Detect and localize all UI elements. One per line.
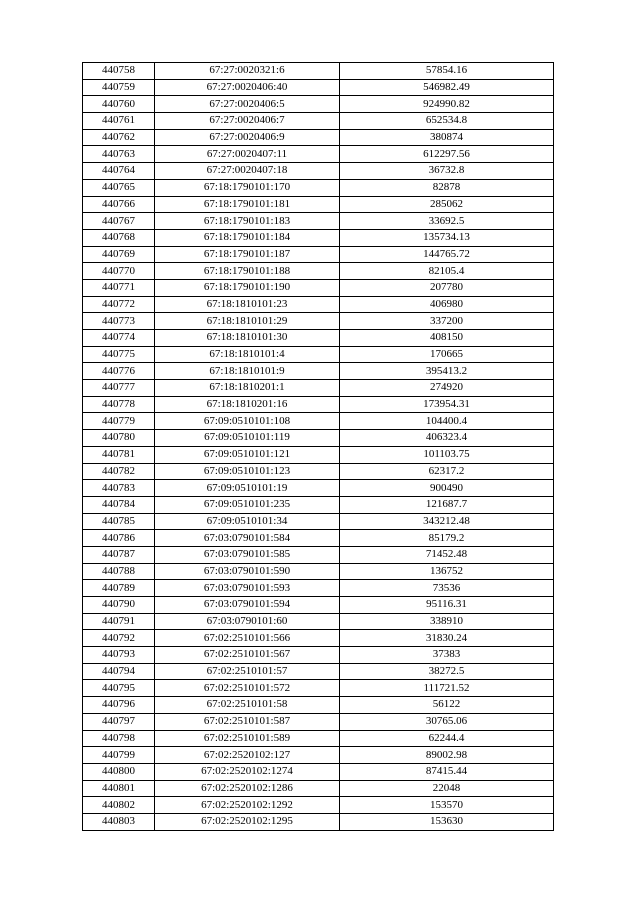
- table-row: [83, 79, 554, 96]
- value-cell: 135734.13: [340, 229, 554, 246]
- row-number-cell: 440794: [83, 663, 155, 680]
- row-number-cell: 440795: [83, 680, 155, 697]
- value-cell: 31830.24: [340, 630, 554, 647]
- value-cell: 57854.16: [340, 63, 554, 80]
- row-number-cell: 440789: [83, 580, 155, 597]
- value-cell: 38272.5: [340, 663, 554, 680]
- value-cell: 173954.31: [340, 396, 554, 413]
- cadastral-number-cell: 67:18:1810101:4: [155, 346, 340, 363]
- table-row: [83, 163, 554, 180]
- row-number-cell: 440779: [83, 413, 155, 430]
- value-cell: 37383: [340, 647, 554, 664]
- cadastral-number-cell: 67:02:2520102:1274: [155, 763, 340, 780]
- row-number-cell: 440774: [83, 330, 155, 347]
- row-number-cell: 440797: [83, 713, 155, 730]
- value-cell: 924990.82: [340, 96, 554, 113]
- value-cell: 612297.56: [340, 146, 554, 163]
- cadastral-number-cell: 67:18:1790101:187: [155, 246, 340, 263]
- table-row: [83, 613, 554, 630]
- cadastral-number-cell: 67:03:0790101:590: [155, 563, 340, 580]
- table-row: [83, 146, 554, 163]
- value-cell: 337200: [340, 313, 554, 330]
- table-row: [83, 780, 554, 797]
- row-number-cell: 440786: [83, 530, 155, 547]
- cadastral-number-cell: 67:09:0510101:34: [155, 513, 340, 530]
- table-row: [83, 113, 554, 130]
- cadastral-number-cell: 67:18:1790101:181: [155, 196, 340, 213]
- table-row: [83, 713, 554, 730]
- cadastral-number-cell: 67:18:1810101:9: [155, 363, 340, 380]
- cadastral-number-cell: 67:09:0510101:123: [155, 463, 340, 480]
- table-row: [83, 763, 554, 780]
- cadastral-number-cell: 67:09:0510101:108: [155, 413, 340, 430]
- value-cell: 104400.4: [340, 413, 554, 430]
- value-cell: 56122: [340, 697, 554, 714]
- value-cell: 338910: [340, 613, 554, 630]
- row-number-cell: 440800: [83, 763, 155, 780]
- row-number-cell: 440799: [83, 747, 155, 764]
- cadastral-number-cell: 67:18:1790101:170: [155, 179, 340, 196]
- cadastral-number-cell: 67:27:0020321:6: [155, 63, 340, 80]
- cadastral-number-cell: 67:27:0020407:18: [155, 163, 340, 180]
- row-number-cell: 440793: [83, 647, 155, 664]
- table-row: [83, 413, 554, 430]
- cadastral-number-cell: 67:27:0020406:5: [155, 96, 340, 113]
- value-cell: 82878: [340, 179, 554, 196]
- value-cell: 62244.4: [340, 730, 554, 747]
- row-number-cell: 440769: [83, 246, 155, 263]
- row-number-cell: 440763: [83, 146, 155, 163]
- value-cell: 22048: [340, 780, 554, 797]
- value-cell: 101103.75: [340, 446, 554, 463]
- table-row: [83, 129, 554, 146]
- table-row: [83, 513, 554, 530]
- cadastral-number-cell: 67:03:0790101:584: [155, 530, 340, 547]
- row-number-cell: 440798: [83, 730, 155, 747]
- row-number-cell: 440761: [83, 113, 155, 130]
- value-cell: 153630: [340, 813, 554, 830]
- table-row: [83, 380, 554, 397]
- value-cell: 95116.31: [340, 597, 554, 614]
- row-number-cell: 440792: [83, 630, 155, 647]
- cadastral-number-cell: 67:18:1810101:29: [155, 313, 340, 330]
- table-row: [83, 813, 554, 830]
- table-row: [83, 563, 554, 580]
- table-row: [83, 313, 554, 330]
- cadastral-number-cell: 67:18:1790101:188: [155, 263, 340, 280]
- table-row: [83, 296, 554, 313]
- row-number-cell: 440783: [83, 480, 155, 497]
- value-cell: 89002.98: [340, 747, 554, 764]
- value-cell: 82105.4: [340, 263, 554, 280]
- cadastral-number-cell: 67:02:2510101:589: [155, 730, 340, 747]
- row-number-cell: 440788: [83, 563, 155, 580]
- table-row: [83, 797, 554, 814]
- value-cell: 380874: [340, 129, 554, 146]
- cadastral-number-cell: 67:02:2520102:1286: [155, 780, 340, 797]
- cadastral-number-cell: 67:18:1790101:184: [155, 229, 340, 246]
- row-number-cell: 440782: [83, 463, 155, 480]
- row-number-cell: 440785: [83, 513, 155, 530]
- cadastral-number-cell: 67:02:2510101:566: [155, 630, 340, 647]
- cadastral-number-cell: 67:09:0510101:119: [155, 430, 340, 447]
- row-number-cell: 440768: [83, 229, 155, 246]
- cadastral-number-cell: 67:03:0790101:585: [155, 546, 340, 563]
- value-cell: 546982.49: [340, 79, 554, 96]
- row-number-cell: 440778: [83, 396, 155, 413]
- table-body: [83, 63, 554, 831]
- value-cell: 395413.2: [340, 363, 554, 380]
- value-cell: 33692.5: [340, 213, 554, 230]
- table-row: [83, 279, 554, 296]
- table-row: [83, 730, 554, 747]
- value-cell: 71452.48: [340, 546, 554, 563]
- row-number-cell: 440803: [83, 813, 155, 830]
- value-cell: 408150: [340, 330, 554, 347]
- cadastral-value-table: [82, 62, 554, 831]
- table-row: [83, 697, 554, 714]
- value-cell: 207780: [340, 279, 554, 296]
- cadastral-number-cell: 67:27:0020406:40: [155, 79, 340, 96]
- value-cell: 900490: [340, 480, 554, 497]
- cadastral-number-cell: 67:03:0790101:60: [155, 613, 340, 630]
- cadastral-number-cell: 67:03:0790101:593: [155, 580, 340, 597]
- row-number-cell: 440760: [83, 96, 155, 113]
- table-row: [83, 663, 554, 680]
- value-cell: 406980: [340, 296, 554, 313]
- value-cell: 36732.8: [340, 163, 554, 180]
- table-row: [83, 747, 554, 764]
- value-cell: 170665: [340, 346, 554, 363]
- cadastral-number-cell: 67:02:2510101:567: [155, 647, 340, 664]
- value-cell: 85179.2: [340, 530, 554, 547]
- row-number-cell: 440777: [83, 380, 155, 397]
- cadastral-number-cell: 67:02:2510101:57: [155, 663, 340, 680]
- cadastral-number-cell: 67:27:0020406:9: [155, 129, 340, 146]
- value-cell: 121687.7: [340, 496, 554, 513]
- cadastral-number-cell: 67:18:1810201:16: [155, 396, 340, 413]
- value-cell: 111721.52: [340, 680, 554, 697]
- cadastral-number-cell: 67:02:2510101:58: [155, 697, 340, 714]
- row-number-cell: 440796: [83, 697, 155, 714]
- table-row: [83, 229, 554, 246]
- row-number-cell: 440758: [83, 63, 155, 80]
- cadastral-number-cell: 67:18:1810201:1: [155, 380, 340, 397]
- table-row: [83, 430, 554, 447]
- row-number-cell: 440764: [83, 163, 155, 180]
- value-cell: 285062: [340, 196, 554, 213]
- table-row: [83, 480, 554, 497]
- row-number-cell: 440762: [83, 129, 155, 146]
- cadastral-number-cell: 67:18:1810101:23: [155, 296, 340, 313]
- row-number-cell: 440771: [83, 279, 155, 296]
- row-number-cell: 440781: [83, 446, 155, 463]
- table-row: [83, 196, 554, 213]
- cadastral-number-cell: 67:27:0020407:11: [155, 146, 340, 163]
- table-row: [83, 363, 554, 380]
- table-row: [83, 330, 554, 347]
- table-row: [83, 179, 554, 196]
- cadastral-number-cell: 67:18:1790101:183: [155, 213, 340, 230]
- value-cell: 144765.72: [340, 246, 554, 263]
- cadastral-number-cell: 67:02:2520102:1295: [155, 813, 340, 830]
- table-row: [83, 396, 554, 413]
- row-number-cell: 440790: [83, 597, 155, 614]
- value-cell: 153570: [340, 797, 554, 814]
- cadastral-number-cell: 67:02:2510101:572: [155, 680, 340, 697]
- row-number-cell: 440775: [83, 346, 155, 363]
- value-cell: 652534.8: [340, 113, 554, 130]
- value-cell: 87415.44: [340, 763, 554, 780]
- table-row: [83, 580, 554, 597]
- cadastral-number-cell: 67:18:1790101:190: [155, 279, 340, 296]
- cadastral-number-cell: 67:03:0790101:594: [155, 597, 340, 614]
- value-cell: 73536: [340, 580, 554, 597]
- row-number-cell: 440784: [83, 496, 155, 513]
- table-row: [83, 680, 554, 697]
- table-row: [83, 530, 554, 547]
- cadastral-number-cell: 67:09:0510101:121: [155, 446, 340, 463]
- cadastral-number-cell: 67:02:2510101:587: [155, 713, 340, 730]
- table-row: [83, 546, 554, 563]
- value-cell: 343212.48: [340, 513, 554, 530]
- table-row: [83, 630, 554, 647]
- cadastral-number-cell: 67:09:0510101:235: [155, 496, 340, 513]
- row-number-cell: 440802: [83, 797, 155, 814]
- row-number-cell: 440776: [83, 363, 155, 380]
- table-row: [83, 213, 554, 230]
- row-number-cell: 440770: [83, 263, 155, 280]
- cadastral-number-cell: 67:18:1810101:30: [155, 330, 340, 347]
- row-number-cell: 440801: [83, 780, 155, 797]
- table-row: [83, 346, 554, 363]
- value-cell: 136752: [340, 563, 554, 580]
- table-row: [83, 446, 554, 463]
- value-cell: 406323.4: [340, 430, 554, 447]
- value-cell: 30765.06: [340, 713, 554, 730]
- table-row: [83, 597, 554, 614]
- table-row: [83, 496, 554, 513]
- table-row: [83, 263, 554, 280]
- row-number-cell: 440759: [83, 79, 155, 96]
- cadastral-number-cell: 67:27:0020406:7: [155, 113, 340, 130]
- table-row: [83, 246, 554, 263]
- row-number-cell: 440780: [83, 430, 155, 447]
- value-cell: 62317.2: [340, 463, 554, 480]
- row-number-cell: 440765: [83, 179, 155, 196]
- row-number-cell: 440766: [83, 196, 155, 213]
- table-row: [83, 96, 554, 113]
- row-number-cell: 440772: [83, 296, 155, 313]
- table-row: [83, 63, 554, 80]
- table-row: [83, 647, 554, 664]
- cadastral-number-cell: 67:09:0510101:19: [155, 480, 340, 497]
- row-number-cell: 440773: [83, 313, 155, 330]
- row-number-cell: 440787: [83, 546, 155, 563]
- row-number-cell: 440767: [83, 213, 155, 230]
- value-cell: 274920: [340, 380, 554, 397]
- row-number-cell: 440791: [83, 613, 155, 630]
- cadastral-number-cell: 67:02:2520102:127: [155, 747, 340, 764]
- table-row: [83, 463, 554, 480]
- cadastral-number-cell: 67:02:2520102:1292: [155, 797, 340, 814]
